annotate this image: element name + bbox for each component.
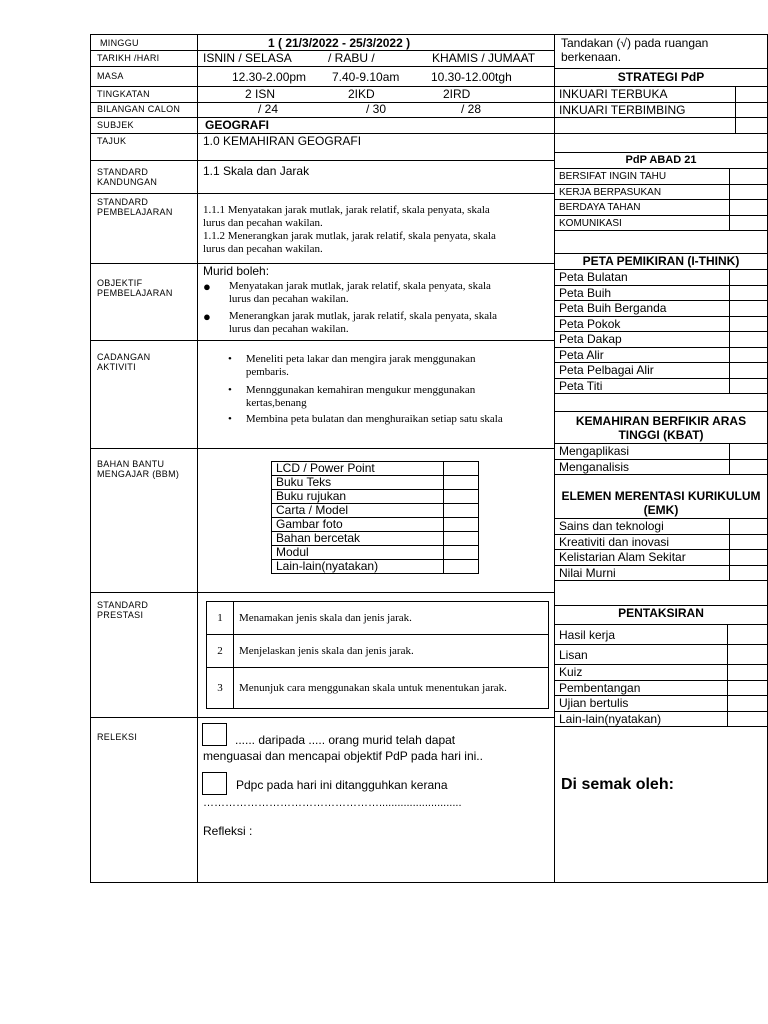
- bbm-checkbox[interactable]: [444, 532, 479, 546]
- standard-kandungan-value: 1.1 Skala dan Jarak: [203, 164, 310, 178]
- label-tarikh: TARIKH /HARI: [97, 53, 160, 63]
- emk-checkbox[interactable]: [729, 519, 768, 534]
- bbm-checkbox[interactable]: [444, 462, 479, 476]
- emk-list: [554, 518, 768, 581]
- bbm-row: Buku Teks: [272, 476, 479, 490]
- standard-pembelajaran-text: 1.1.1 Menyatakan jarak mutlak, jarak relatif, skala penyata, skala lurus dan pecahan wakilan. 1.1.2 Menerangkan jarak mutlak, jarak relatif, skala penyata, skala lurus dan pecahan wakilan.: [203, 204, 496, 255]
- pentaksiran-list: [554, 624, 768, 727]
- releksi-postpone-box[interactable]: [202, 772, 227, 795]
- ithink-title: PETA PEMIKIRAN (I-THINK): [582, 254, 740, 268]
- prestasi-row: 1 Menamakan jenis skala dan jenis jarak.: [207, 602, 549, 635]
- bullet-icon: ●: [203, 309, 211, 324]
- kbat-list: [554, 443, 768, 475]
- abad-title: PdP ABAD 21: [625, 154, 697, 166]
- abad-checkbox[interactable]: [729, 216, 768, 231]
- ithink-checkbox[interactable]: [729, 363, 768, 378]
- strategi-spacer: [554, 118, 768, 134]
- abad-item: KOMUNIKASI: [554, 216, 768, 232]
- aktiviti-item: • Mennggunakan kemahiran mengukur menggunakan kertas,benang: [228, 384, 476, 409]
- instruction-text: Tandakan (√) pada ruangan berkenaan.: [561, 36, 709, 64]
- label-bilangan: BILANGAN CALON: [97, 104, 181, 114]
- label-tingkatan: TINGKATAN: [97, 89, 150, 99]
- prestasi-row: 3 Menunjuk cara menggunakan skala untuk menentukan jarak.: [207, 668, 549, 709]
- bbm-row: LCD / Power Point: [272, 462, 479, 476]
- ithink-item: Peta Titi: [554, 379, 768, 395]
- kbat-item: Menganalisis: [554, 460, 768, 476]
- bbm-table: [271, 461, 479, 574]
- pentaksiran-title: PENTAKSIRAN: [618, 606, 704, 620]
- bullet-icon: •: [228, 353, 232, 365]
- bilangan-3: / 28: [461, 102, 482, 116]
- label-standard-pembelajaran: STANDARD PEMBELAJARAN: [97, 197, 173, 217]
- emk-checkbox[interactable]: [729, 566, 768, 581]
- col-divider-left: [197, 34, 198, 883]
- label-releksi: RELEKSI: [97, 732, 138, 742]
- label-subjek: SUBJEK: [97, 120, 134, 130]
- emk-checkbox[interactable]: [729, 535, 768, 550]
- masa-3: 10.30-12.00tgh: [431, 70, 512, 84]
- bilangan-1: / 24: [258, 102, 279, 116]
- bbm-row: Gambar foto: [272, 518, 479, 532]
- kbat-checkbox[interactable]: [729, 444, 768, 459]
- pentaksiran-checkbox[interactable]: [727, 645, 768, 664]
- bbm-checkbox[interactable]: [444, 518, 479, 532]
- disemak-oleh: Di semak oleh:: [561, 776, 674, 793]
- bbm-checkbox[interactable]: [444, 546, 479, 560]
- ithink-item: Peta Pelbagai Alir: [554, 363, 768, 379]
- pentaksiran-item: Lain-lain(nyatakan): [554, 712, 768, 728]
- objektif-item: ● Menerangkan jarak mutlak, jarak relatif, skala penyata, skala lurus dan pecahan wakilan.: [203, 309, 498, 335]
- bbm-checkbox[interactable]: [444, 490, 479, 504]
- ithink-list: [554, 269, 768, 394]
- emk-item: Kreativiti dan inovasi: [554, 535, 768, 551]
- ithink-checkbox[interactable]: [729, 348, 768, 363]
- hari-rabu: / RABU /: [328, 51, 375, 65]
- kbat-title: KEMAHIRAN BERFIKIR ARAS TINGGI (KBAT): [575, 414, 747, 442]
- pentaksiran-checkbox[interactable]: [727, 625, 768, 644]
- strategi-checkbox[interactable]: [735, 87, 768, 102]
- label-tajuk: TAJUK: [97, 136, 127, 146]
- ithink-checkbox[interactable]: [729, 379, 768, 394]
- bbm-row: Carta / Model: [272, 504, 479, 518]
- emk-title: ELEMEN MERENTASI KURIKULUM (EMK): [561, 489, 761, 517]
- objektif-intro: Murid boleh:: [203, 264, 270, 278]
- aktiviti-item: • Meneliti peta lakar dan mengira jarak menggunakan pembaris.: [228, 353, 476, 378]
- tingkatan-2: 2IKD: [348, 87, 375, 101]
- ithink-item: Peta Buih: [554, 286, 768, 302]
- objektif-list: [203, 280, 551, 336]
- bbm-row: Buku rujukan: [272, 490, 479, 504]
- label-bbm: BAHAN BANTU MENGAJAR (BBM): [97, 459, 180, 479]
- abad-list: [554, 168, 768, 231]
- releksi-count-box[interactable]: [202, 723, 227, 746]
- ithink-checkbox[interactable]: [729, 301, 768, 316]
- label-objektif: OBJEKTIF PEMBELAJARAN: [97, 278, 173, 298]
- strategi-checkbox[interactable]: [735, 118, 768, 133]
- pentaksiran-item: Lisan: [554, 645, 768, 665]
- strategi-list: [554, 86, 768, 134]
- kbat-item: Mengaplikasi: [554, 444, 768, 460]
- bbm-checkbox[interactable]: [444, 560, 479, 574]
- emk-item: Nilai Murni: [554, 566, 768, 582]
- objektif-item: ● Menyatakan jarak mutlak, jarak relatif, skala penyata, skala lurus dan pecahan wakilan.: [203, 279, 491, 305]
- bbm-checkbox[interactable]: [444, 504, 479, 518]
- bbm-checkbox[interactable]: [444, 476, 479, 490]
- hari-khamis-jumaat: KHAMIS / JUMAAT: [432, 51, 536, 65]
- abad-checkbox[interactable]: [729, 169, 768, 184]
- pentaksiran-item: Kuiz: [554, 665, 768, 681]
- ithink-item: Peta Alir: [554, 348, 768, 364]
- kbat-checkbox[interactable]: [729, 460, 768, 475]
- abad-checkbox[interactable]: [729, 185, 768, 200]
- releksi-dots: …………………………………………...........................: [203, 797, 462, 809]
- strategi-title: STRATEGI PdP: [617, 70, 705, 84]
- tingkatan-1: 2 ISN: [245, 87, 276, 101]
- ithink-checkbox[interactable]: [729, 332, 768, 347]
- ithink-checkbox[interactable]: [729, 317, 768, 332]
- releksi-line3: Pdpc pada hari ini ditangguhkan kerana: [236, 778, 448, 792]
- bbm-row: Lain-lain(nyatakan): [272, 560, 479, 574]
- ithink-item: Peta Pokok: [554, 317, 768, 333]
- ithink-checkbox[interactable]: [729, 286, 768, 301]
- ithink-item: Peta Dakap: [554, 332, 768, 348]
- masa-1: 12.30-2.00pm: [232, 70, 307, 84]
- pentaksiran-checkbox[interactable]: [727, 712, 768, 727]
- strategi-item: INKUARI TERBIMBING: [554, 103, 768, 119]
- emk-item: Sains dan teknologi: [554, 519, 768, 535]
- pentaksiran-item: Ujian bertulis: [554, 696, 768, 712]
- pentaksiran-checkbox[interactable]: [727, 681, 768, 696]
- bbm-row: Bahan bercetak: [272, 532, 479, 546]
- bullet-icon: •: [228, 384, 232, 396]
- subjek-value: GEOGRAFI: [205, 118, 270, 132]
- pentaksiran-checkbox[interactable]: [727, 696, 768, 711]
- prestasi-row: 2 Menjelaskan jenis skala dan jenis jarak.: [207, 635, 549, 668]
- abad-item: KERJA BERPASUKAN: [554, 185, 768, 201]
- tingkatan-3: 2IRD: [443, 87, 471, 101]
- ithink-checkbox[interactable]: [729, 270, 768, 285]
- bilangan-2: / 30: [366, 102, 387, 116]
- abad-item: BERSIFAT INGIN TAHU: [554, 169, 768, 185]
- pentaksiran-item: Pembentangan: [554, 681, 768, 697]
- label-cadangan: CADANGAN AKTIVITI: [97, 352, 151, 372]
- bbm-row: Modul: [272, 546, 479, 560]
- abad-checkbox[interactable]: [729, 200, 768, 215]
- label-standard-kandungan: STANDARD KANDUNGAN: [97, 167, 158, 187]
- releksi-line1: ...... daripada ..... orang murid telah dapat: [235, 733, 456, 747]
- aktiviti-item: • Membina peta bulatan dan menghuraikan setiap satu skala: [228, 413, 503, 425]
- tajuk-value: 1.0 KEMAHIRAN GEOGRAFI: [203, 134, 362, 148]
- masa-2: 7.40-9.10am: [332, 70, 400, 84]
- label-standard-prestasi: STANDARD PRESTASI: [97, 600, 149, 620]
- bullet-icon: •: [228, 413, 232, 425]
- aktiviti-list: [228, 353, 550, 426]
- bullet-icon: ●: [203, 279, 211, 294]
- emk-item: Kelistarian Alam Sekitar: [554, 550, 768, 566]
- emk-checkbox[interactable]: [729, 550, 768, 565]
- pentaksiran-checkbox[interactable]: [727, 665, 768, 680]
- ithink-item: Peta Bulatan: [554, 270, 768, 286]
- ithink-item: Peta Buih Berganda: [554, 301, 768, 317]
- strategi-checkbox[interactable]: [735, 103, 768, 118]
- hari-isnin-selasa: ISNIN / SELASA: [203, 51, 292, 65]
- label-minggu: MINGGU: [100, 38, 139, 48]
- releksi-refleksi: Refleksi :: [203, 824, 253, 838]
- minggu-value: 1 ( 21/3/2022 - 25/3/2022 ): [268, 36, 411, 50]
- pentaksiran-item: Hasil kerja: [554, 625, 768, 645]
- releksi-line2: menguasai dan mencapai objektif PdP pada hari ini..: [203, 749, 483, 763]
- standard-prestasi-table: [206, 601, 549, 709]
- abad-item: BERDAYA TAHAN: [554, 200, 768, 216]
- strategi-item: INKUARI TERBUKA: [554, 87, 768, 103]
- label-masa: MASA: [97, 71, 124, 81]
